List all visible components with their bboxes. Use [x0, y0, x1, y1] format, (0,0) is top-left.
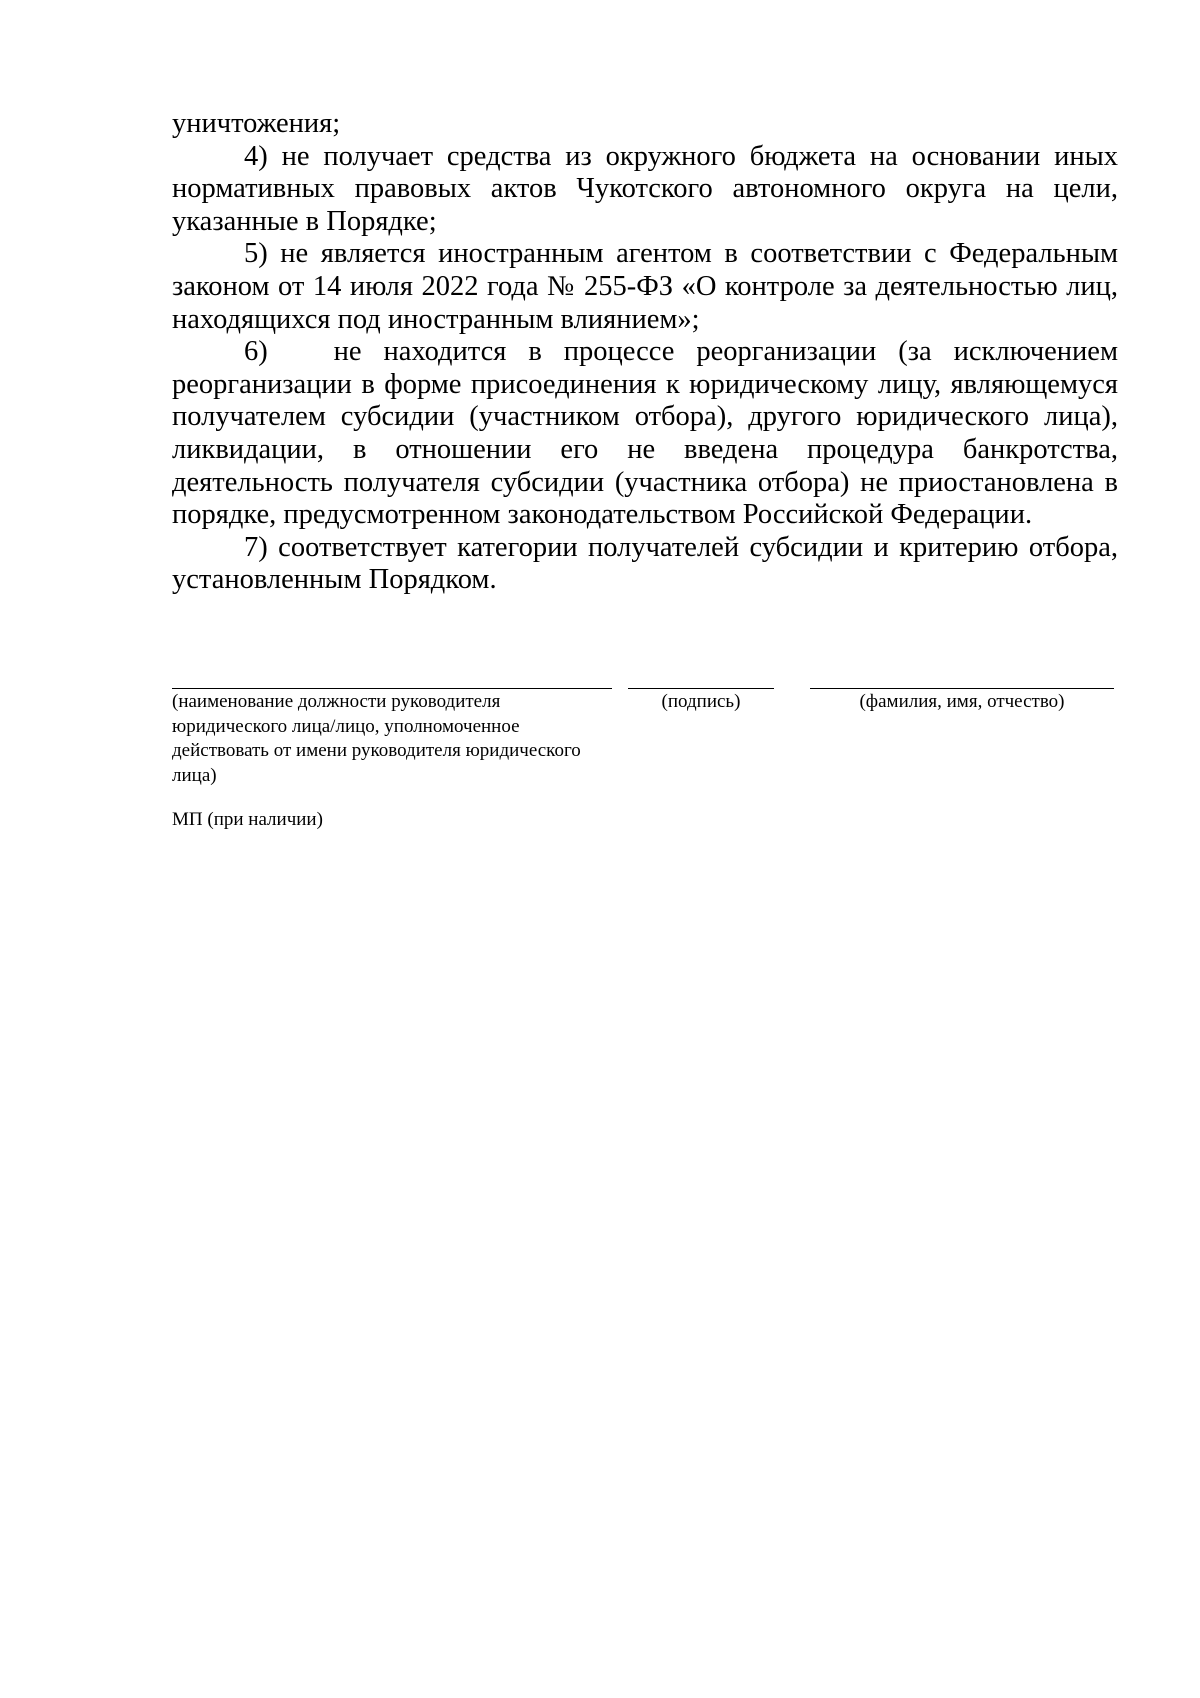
position-caption: (наименование должности руководителя юридического лица/лицо, уполномоченное действовать от имени руководителя юридического лица): [172, 691, 581, 786]
position-signature-line: [172, 688, 612, 689]
stamp-note: МП (при наличии): [172, 809, 323, 830]
paragraph-item-4: 4) не получает средства из окружного бюджета на основании иных нормативных правовых актов Чукотского автономного округа на цели, указанные в Порядке;: [172, 140, 1126, 237]
document-body: [172, 108, 1126, 597]
paragraph-item-5: 5) не является иностранным агентом в соответствии с Федеральным законом от 14 июля 2022 года № 255-ФЗ «О контроле за деятельностью лиц, находящихся под иностранным влиянием»;: [172, 238, 1126, 335]
paragraph-continuation: уничтожения;: [172, 108, 341, 139]
signature-caption: (подпись): [661, 691, 741, 712]
paragraph-item-7: 7) соответствует категории получателей субсидии и критерию отбора, установленным Порядком.: [172, 531, 1126, 596]
name-signature-line: [810, 688, 1114, 689]
paragraph-item-6: 6) не находится в процессе реорганизации (за исключением реорганизации в форме присоединения к юридическому лицу, являющемуся получателем субсидии (участником отбора), другого юридического лица), ликвидации, в отношении его не введена процедура банкротства, деятельность получателя субсидии (участника отбора) не приостановлена в порядке, предусмотренном законодательством Российской Федерации.: [172, 336, 1126, 531]
name-caption: (фамилия, имя, отчество): [859, 691, 1065, 712]
signature-line: [628, 688, 774, 689]
